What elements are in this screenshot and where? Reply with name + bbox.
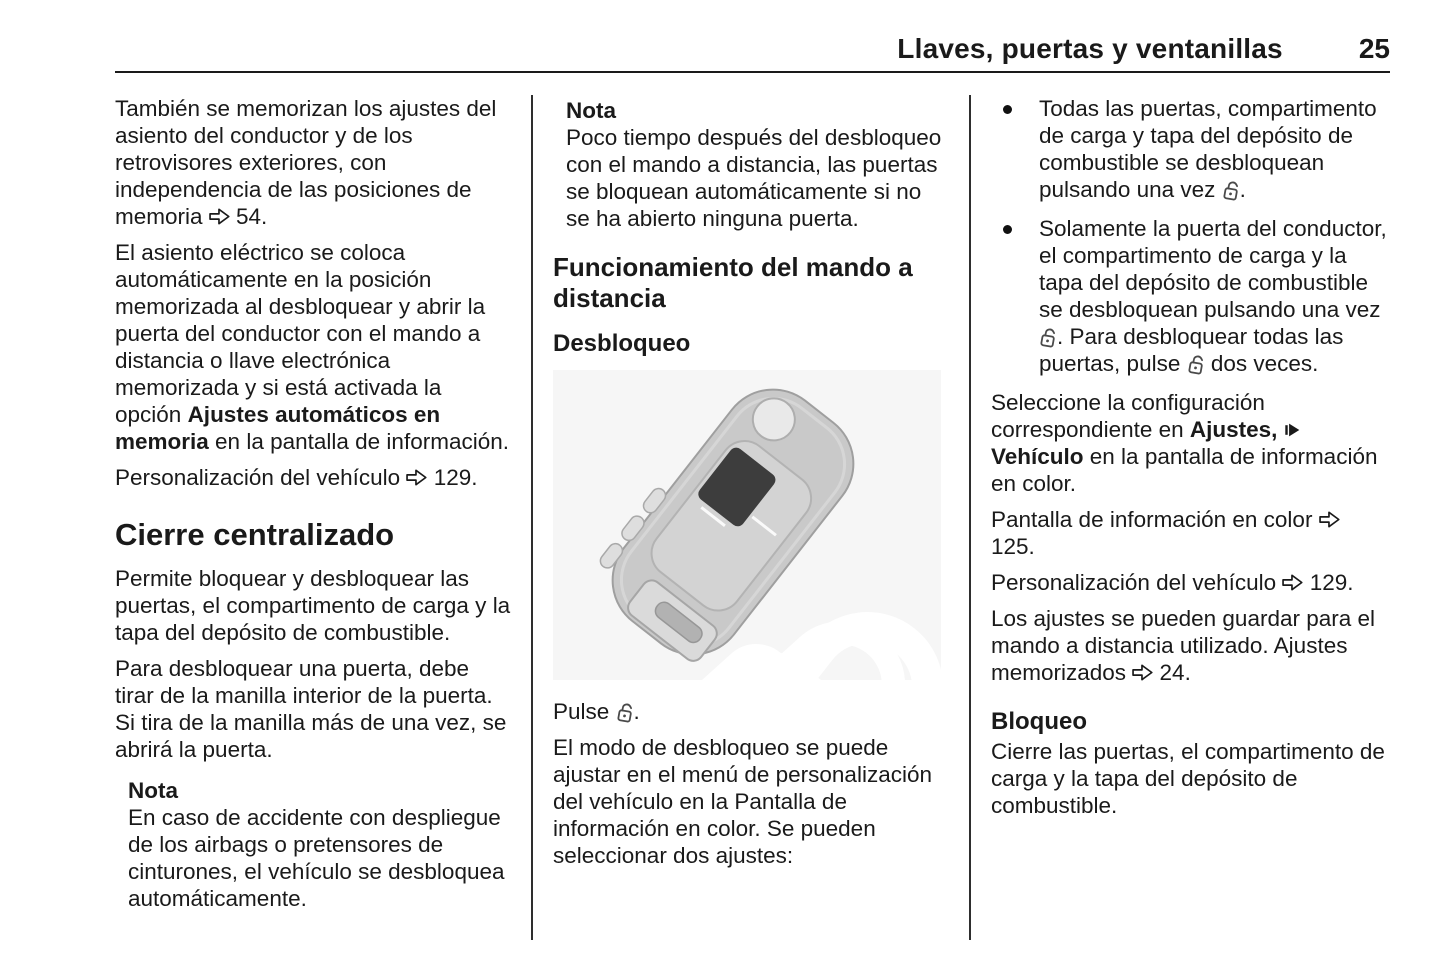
list-item-all-doors: [991, 95, 1387, 203]
emphasis-text: Ajustes automáticos en memoria: [115, 402, 441, 454]
key-fob-image: [553, 370, 941, 680]
column-divider: [531, 95, 533, 940]
column-divider: [969, 95, 971, 940]
paragraph-electric-seat: El asiento eléctrico se coloca automáticamente en la posición memorizada al desbloquear y abrir la puerta del conductor con el mando a distancia o llave electrónica memorizada y si está activada la opción Ajustes automáticos en memoria en la pantalla de información.: [115, 240, 509, 454]
subsection-heading-remote-operation: Funcionamiento del mando a distancia: [553, 252, 913, 313]
paragraph-press-unlock: Pulse .: [553, 699, 640, 724]
note-label: Nota: [128, 778, 178, 803]
page-reference-arrow-icon: [1282, 574, 1303, 591]
heading-locking: Bloqueo: [991, 708, 1087, 735]
unlock-icon: [1039, 325, 1057, 349]
page-reference-arrow-icon: [1132, 664, 1153, 681]
chapter-title: Llaves, puertas y ventanillas: [897, 33, 1283, 64]
paragraph-central-locking-intro: Permite bloquear y desbloquear las puertas, el compartimento de carga y la tapa del depósito de combustible.: [115, 566, 511, 645]
key-fob-illustration: [553, 370, 941, 680]
emphasis-text: Vehículo: [991, 444, 1084, 469]
note-label: Nota: [566, 98, 616, 123]
page-reference-arrow-icon: [209, 208, 230, 225]
section-heading-central-locking: Cierre centralizado: [115, 517, 395, 552]
column-middle: [553, 95, 949, 940]
note-text-autolock: Poco tiempo después del desbloqueo con el mando a distancia, las puertas se bloquean automáticamente si no se ha abierto ninguna puerta.: [566, 125, 942, 231]
unlock-icon: [1187, 352, 1205, 376]
page-number: 25: [1358, 33, 1390, 64]
unlock-icon: [616, 700, 634, 724]
bullet-dot: [1003, 105, 1012, 114]
list-item-driver-door: [991, 215, 1387, 377]
paragraph-personalization-ref: Personalización del vehículo 129.: [991, 570, 1354, 595]
paragraph-saved-settings: Los ajustes se pueden guardar para el mando a distancia utilizado. Ajustes memorizados 24.: [991, 606, 1376, 685]
content-columns: [115, 95, 1390, 940]
column-right: [991, 95, 1387, 940]
bullet-text-all-doors: Todas las puertas, compartimento de carga y tapa del depósito de combustible se desbloquean pulsando una vez .: [1039, 96, 1377, 202]
note-text-accident: En caso de accidente con despliegue de los airbags o pretensores de cinturones, el vehículo se desbloquea automáticamente.: [128, 805, 505, 911]
note-block-autolock: [553, 97, 949, 232]
page-reference-arrow-icon: [1319, 511, 1340, 528]
column-left: [115, 95, 511, 940]
menu-arrow-icon: [1284, 422, 1301, 438]
paragraph-memory-settings: También se memorizan los ajustes del asiento del conductor y de los retrovisores exteriores, con independencia de las posiciones de memoria 54.: [115, 96, 497, 229]
bullet-dot: [1003, 225, 1012, 234]
paragraph-unlock-mode: El modo de desbloqueo se puede ajustar en el menú de personalización del vehículo en la Pantalla de información en color. Se pueden seleccionar dos ajustes:: [553, 735, 932, 868]
paragraph-locking: Cierre las puertas, el compartimento de carga y la tapa del depósito de combustible.: [991, 739, 1385, 818]
paragraph-select-setting: Seleccione la configuración correspondiente en Ajustes, Vehículo en la pantalla de información en color.: [991, 390, 1378, 496]
emphasis-text: Ajustes,: [1189, 417, 1278, 442]
heading-unlocking: Desbloqueo: [553, 330, 691, 357]
paragraph-info-display-ref: Pantalla de información en color 125.: [991, 506, 1387, 560]
page-reference-arrow-icon: [406, 469, 427, 486]
page-header: [115, 0, 1390, 73]
note-block-accident: [115, 777, 511, 912]
paragraph-personalization-ref: Personalización del vehículo 129.: [115, 465, 478, 490]
bullet-text-driver-door: Solamente la puerta del conductor, el compartimento de carga y la tapa del depósito de combustible se desbloquean pulsando una vez . Para desbloquear todas las puertas, pulse dos veces.: [1039, 216, 1387, 376]
paragraph-inner-handle: Para desbloquear una puerta, debe tirar de la manilla interior de la puerta. Si tira de la manilla más de una vez, se abrirá la puerta.: [115, 656, 507, 762]
unlock-icon: [1222, 178, 1240, 202]
